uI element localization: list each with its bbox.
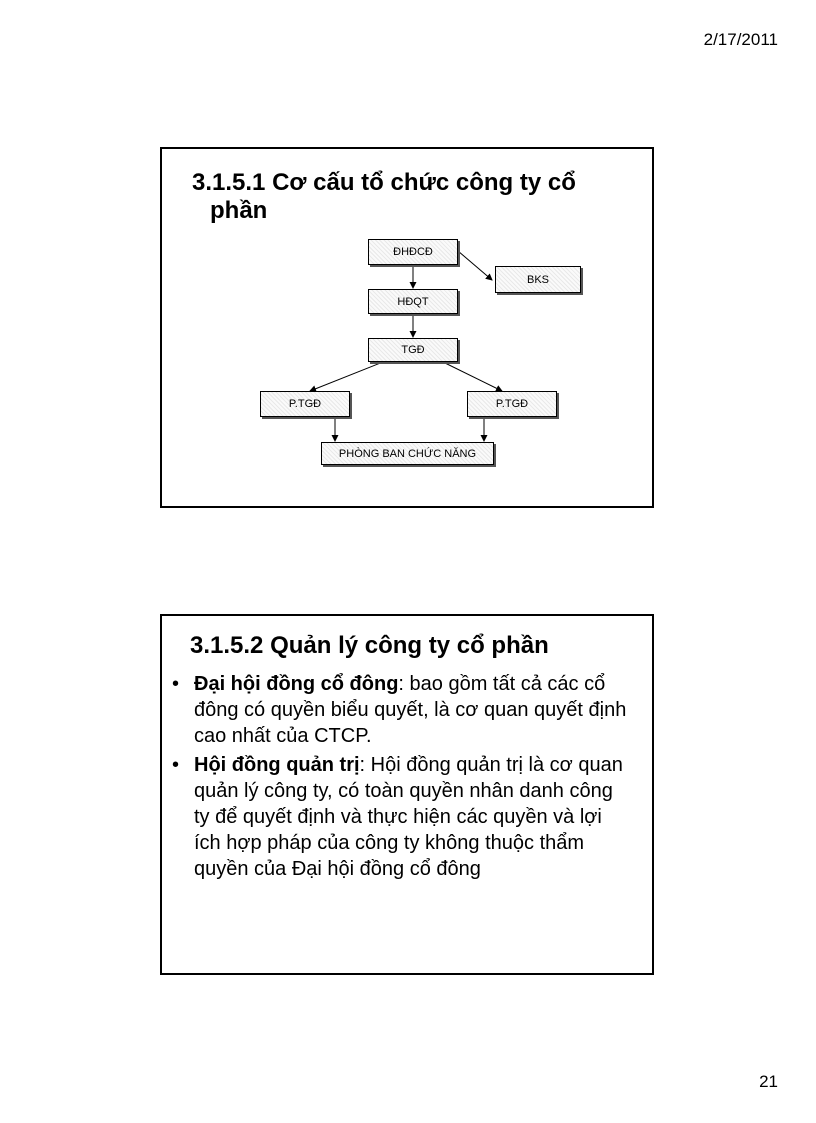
edge-dhdcd-bks <box>458 251 492 280</box>
org-node-dhdcd: ĐHĐCĐ <box>368 239 458 265</box>
bullet-text: : Hội đồng quản trị là cơ quan quản lý công ty, có toàn quyền nhân danh công ty để quyết định và thực hiện các quyền và lợi ích hợp pháp của công ty không thuộc thẩm quyền của Đại hội đồng cổ đông <box>194 754 623 880</box>
bullet-dot: • <box>172 673 180 695</box>
slide-management <box>160 614 654 975</box>
slide1-title-line1: 3.1.5.1 Cơ cấu tổ chức công ty cổ <box>192 169 576 196</box>
slide1-title-line2: phần <box>210 197 268 224</box>
org-node-phong-ban: PHÒNG BAN CHỨC NĂNG <box>321 442 494 465</box>
bullet-text: : bao gồm tất cả các cổ đông có quyền biểu quyết, là cơ quan quyết định cao nhất của CTCP. <box>194 673 627 747</box>
bullet-item <box>172 752 627 882</box>
page-number: 21 <box>759 1072 778 1091</box>
edge-tgd-ptgd-right <box>443 362 502 391</box>
bullet-item <box>172 671 627 749</box>
bullet-list <box>172 671 627 885</box>
org-node-ptgd-left: P.TGĐ <box>260 391 350 417</box>
org-node-ptgd-right: P.TGĐ <box>467 391 557 417</box>
org-node-tgd: TGĐ <box>368 338 458 362</box>
header-date: 2/17/2011 <box>703 30 778 49</box>
org-node-bks: BKS <box>495 266 581 293</box>
slide-org-structure <box>160 147 654 508</box>
bullet-term: Đại hội đồng cổ đông <box>194 673 399 695</box>
bullet-term: Hội đồng quản trị <box>194 754 360 776</box>
edge-tgd-ptgd-left <box>310 362 383 391</box>
bullet-dot: • <box>172 754 180 776</box>
slide2-title: 3.1.5.2 Quản lý công ty cổ phần <box>190 632 549 659</box>
org-node-hdqt: HĐQT <box>368 289 458 314</box>
